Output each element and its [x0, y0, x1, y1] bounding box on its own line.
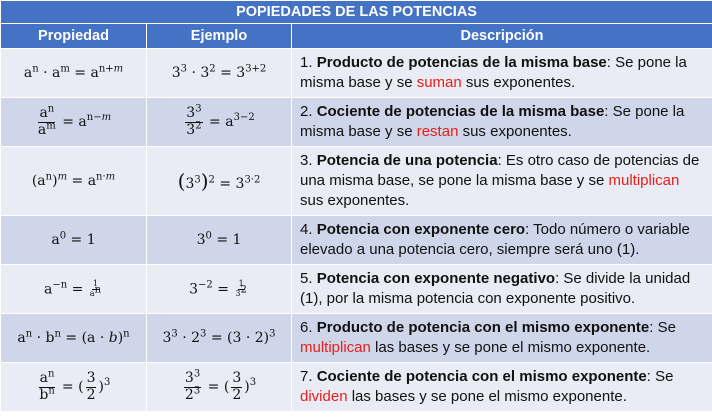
table-row	[1, 147, 712, 216]
example-product-same-exponent: $3^3 \cdot 2^3 = (3 \cdot 2)^3$	[147, 314, 292, 363]
description-cell: 1. Producto de potencias de la misma base: Se pone la misma base y se suman sus exponentes.	[292, 49, 712, 98]
table-title: POPIEDADES DE LAS POTENCIAS	[1, 1, 712, 24]
description-cell: 6. Producto de potencia con el mismo exponente: Se multiplican las bases y se pone el mismo exponente.	[292, 314, 712, 363]
description-cell: 3. Potencia de una potencia: Es otro caso de potencias de una misma base, se pone la misma base y se multiplican sus exponentes.	[292, 147, 712, 216]
formula-product-same-base: $a^n \cdot a^m = a^{n+m}$	[1, 49, 147, 98]
formula-product-same-exponent: $a^n \cdot b^n = (a \cdot b)^n$	[1, 314, 147, 363]
table-row	[1, 314, 712, 363]
table-row	[1, 216, 712, 265]
description-cell: 4. Potencia con exponente cero: Todo número o variable elevado a una potencia cero, siempre será uno (1).	[292, 216, 712, 265]
example-power-of-power: $(3^3)^2 = 3^{3\cdot 2}$	[147, 147, 292, 216]
formula-zero-exponent: $a^0 = 1$	[1, 216, 147, 265]
header-descripcion: Descripción	[292, 24, 712, 49]
example-quotient-same-base: $\frac{3^3}{3^2}$ = $a^{3-2}$	[147, 98, 292, 147]
formula-quotient-same-base: $\frac{a^n}{a^m}$ = $a^{n-m}$	[1, 98, 147, 147]
formula-power-of-power: $(a^n)^m = a^{n\cdot m}$	[1, 147, 147, 216]
example-quotient-same-exponent: $\frac{3^3}{2^3}$ = ( $\frac{3}{2}$ )$^3$	[147, 363, 292, 412]
table-row	[1, 98, 712, 147]
header-propiedad: Propiedad	[1, 24, 147, 49]
example-product-same-base: $3^3 \cdot 3^2 = 3^{3+2}$	[147, 49, 292, 98]
header-ejemplo: Ejemplo	[147, 24, 292, 49]
table-row	[1, 363, 712, 412]
table-row	[1, 265, 712, 314]
example-negative-exponent: $3^{-2}$ = $\frac{1}{3^2}$	[147, 265, 292, 314]
example-zero-exponent: $3^0 = 1$	[147, 216, 292, 265]
table-row	[1, 49, 712, 98]
description-cell: 2. Cociente de potencias de la misma base: Se pone la misma base y se restan sus exponentes.	[292, 98, 712, 147]
formula-negative-exponent: $a^{-n}$ = $\frac{1}{a^n}$	[1, 265, 147, 314]
description-cell: 5. Potencia con exponente negativo: Se divide la unidad (1), por la misma potencia con exponente positivo.	[292, 265, 712, 314]
description-cell: 7. Cociente de potencia con el mismo exponente: Se dividen las bases y se pone el mismo exponente.	[292, 363, 712, 412]
formula-quotient-same-exponent: $\frac{a^n}{b^n}$ = ( $\frac{3}{2}$ )$^3$	[1, 363, 147, 412]
